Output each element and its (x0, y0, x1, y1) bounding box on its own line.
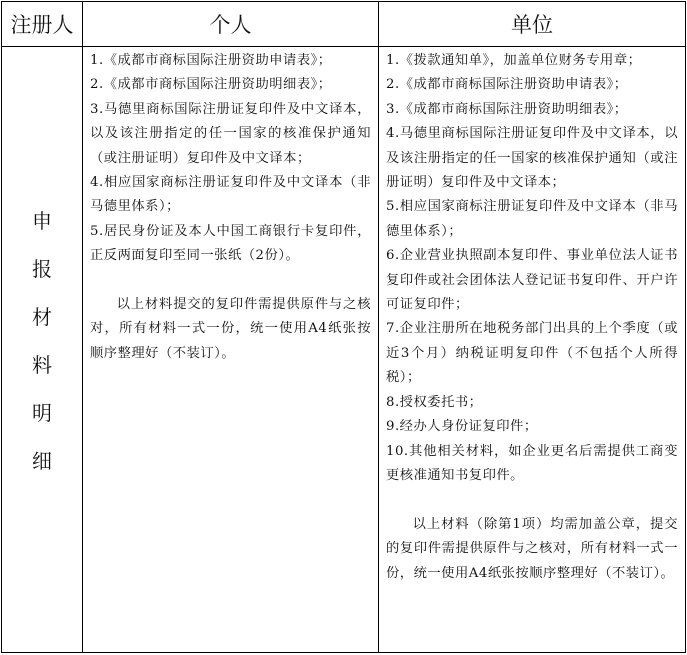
individual-item: 3.马德里商标国际注册证复印件及中文译本，以及该注册指定的任一国家的核准保护通知（或注册证明）复印件及中文译本； (90, 101, 371, 166)
organization-note: 以上材料（除第1项）均需加盖公章，提交的复印件需提供原件与之核对，所有材料一式一份，统一使用A4纸张按顺序整理好（不装订）。 (386, 516, 678, 581)
header-organization: 单位 (379, 2, 686, 47)
individual-note: 以上材料提交的复印件需提供原件与之核对，所有材料一式一份，统一使用A4纸张按顺序整理好（不装订）。 (90, 297, 371, 361)
organization-item: 6.企业营业执照副本复印件、事业单位法人证书复印件或社会团体法人登记证书复印件、开户许可证复印件； (386, 248, 678, 313)
organization-item: 7.企业注册所在地税务部门出具的上个季度（或近3个月）纳税证明复印件（不包括个人所得税）； (386, 321, 678, 386)
organization-item: 3.《成都市商标国际注册资助明细表》； (386, 101, 628, 117)
spacer (386, 488, 678, 512)
individual-item: 1.《成都市商标国际注册资助申请表》； (90, 53, 332, 68)
organization-item: 8.授权委托书； (386, 394, 483, 410)
individual-item: 5.居民身份证及本人中国工商银行卡复印件，正反两面复印至同一张纸（2份）。 (90, 223, 371, 264)
spacer (90, 269, 371, 293)
individual-item: 2.《成都市商标国际注册资助明细表》； (90, 77, 332, 93)
header-row (2, 2, 686, 47)
row-label: 申报材料明细 (32, 208, 52, 473)
materials-table (1, 1, 686, 653)
organization-item: 1.《拨款通知单》，加盖单位财务专用章； (386, 53, 642, 68)
organization-item: 4.马德里商标国际注册证复印件及中文译本，以及该注册指定的任一国家的核准保护通知（或注册证明）复印件及中文译本； (386, 126, 678, 191)
individual-cell (83, 47, 379, 653)
row-label-cell (2, 47, 83, 653)
individual-item: 4.相应国家商标注册证复印件及中文译本（非马德里体系）； (90, 175, 371, 215)
organization-item: 5.相应国家商标注册证复印件及中文译本（非马德里体系）； (386, 199, 678, 239)
materials-row (2, 47, 686, 653)
organization-item: 9.经办人身份证复印件； (386, 419, 538, 435)
organization-item: 2.《成都市商标国际注册资助申请表》； (386, 77, 628, 93)
organization-cell (379, 47, 686, 653)
organization-item: 10.其他相关材料，如企业更名后需提供工商变更核准通知书复印件。 (386, 443, 678, 483)
header-registrant: 注册人 (2, 2, 83, 47)
header-individual: 个人 (83, 2, 379, 47)
